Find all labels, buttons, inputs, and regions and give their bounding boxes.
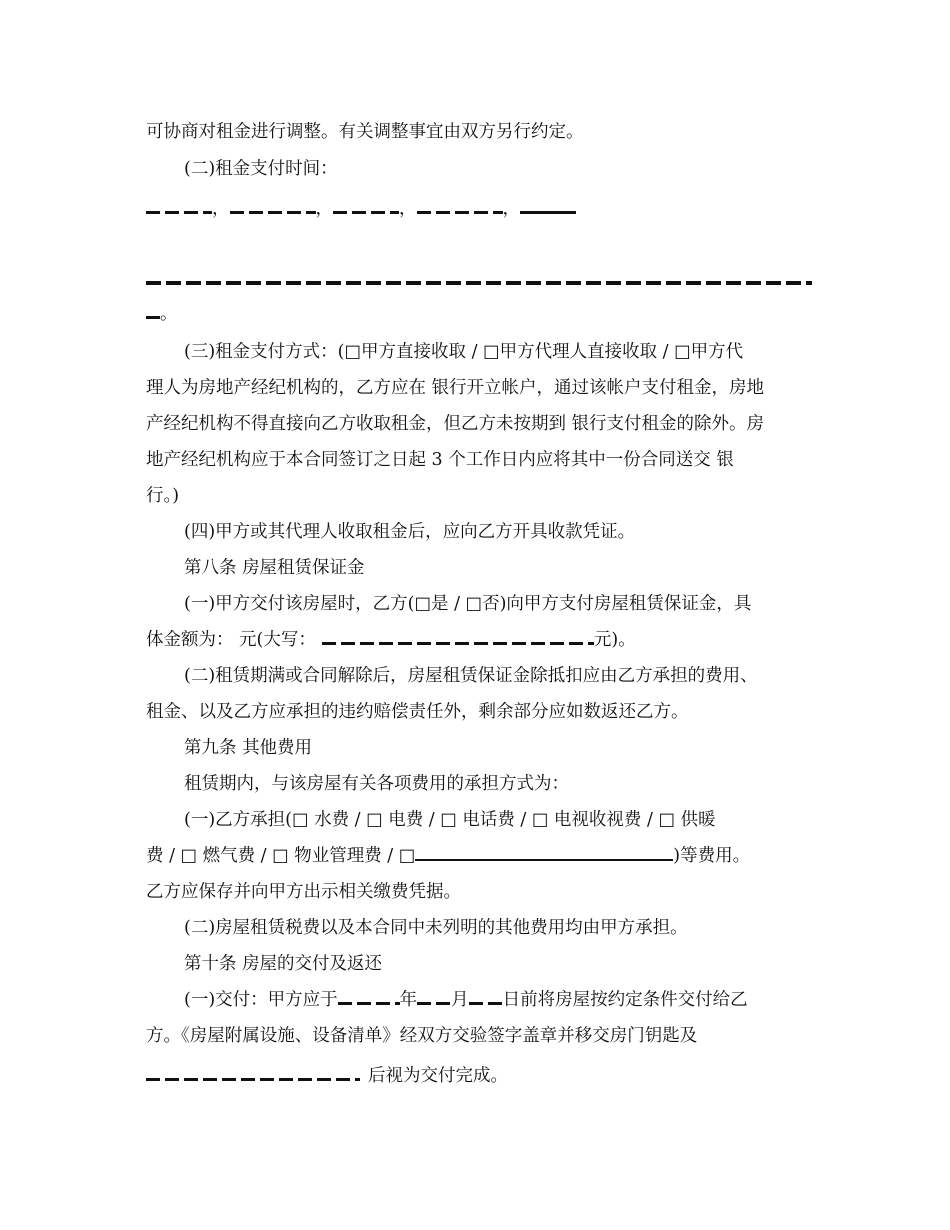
section-heading-10: 第十条 房屋的交付及返还	[184, 954, 383, 974]
blank-field	[146, 211, 212, 214]
blank-field	[322, 642, 594, 645]
paragraph-line: (一)乙方承担(□ 水费 / □ 电费 / □ 电话费 / □ 电视收视费 / □ 供暖	[184, 810, 716, 830]
text: 日前将房屋按约定条件交付给乙	[502, 990, 748, 1010]
paragraph-line: 乙方应保存并向甲方出示相关缴费凭据。	[146, 882, 461, 902]
long-blank-line	[146, 281, 812, 285]
section-heading-8: 第八条 房屋租赁保证金	[184, 558, 365, 578]
text: 元)。	[593, 630, 636, 650]
paragraph-line: (四)甲方或其代理人收取租金后，应向乙方开具收款凭证。	[184, 522, 636, 542]
blank-field	[338, 1002, 400, 1005]
blank-field	[146, 316, 160, 319]
delivery-complete-line	[146, 1065, 508, 1087]
deposit-amount-line	[146, 629, 636, 651]
blank-field	[417, 211, 503, 214]
delivery-date-line	[184, 989, 748, 1011]
paragraph-line: (二)租赁期满或合同解除后，房屋租赁保证金除抵扣应由乙方承担的费用、	[184, 666, 758, 686]
paragraph-line: 产经纪机构不得直接向乙方收取租金，但乙方未按期到 银行支付租金的除外。房	[146, 414, 765, 434]
paragraph-line: 租金、以及乙方应承担的违约赔偿责任外，剩余部分应如数返还乙方。	[146, 702, 689, 722]
separator: ，	[212, 199, 230, 219]
text: 月	[451, 990, 469, 1010]
blank-field	[469, 1002, 503, 1005]
paragraph-line: 行。)	[146, 486, 180, 506]
blank-field	[415, 859, 673, 861]
text: 体金额为： 元(大写：	[146, 630, 316, 650]
paragraph-line: (三)租金支付方式：(□甲方直接收取 / □甲方代理人直接收取 / □甲方代	[184, 342, 744, 362]
period: 。	[160, 304, 178, 324]
blank-field	[333, 211, 399, 214]
section-heading-9: 第九条 其他费用	[184, 738, 313, 758]
text: (一)交付：甲方应于	[184, 990, 338, 1010]
paragraph-line: 理人为房地产经纪机构的，乙方应在 银行开立帐户，通过该帐户支付租金，房地	[146, 378, 765, 398]
separator: ，	[315, 199, 333, 219]
paragraph-line: (二)房屋租赁税费以及本合同中未列明的其他费用均由甲方承担。	[184, 918, 688, 938]
paragraph-line: 可协商对租金进行调整。有关调整事宜由双方另行约定。	[146, 122, 584, 142]
text: )等费用。	[673, 846, 751, 866]
text: 年	[399, 990, 418, 1010]
paragraph-line: 地产经纪机构应于本合同签订之日起 3 个工作日内应将其中一份合同送交 银	[146, 450, 734, 470]
payment-time-blanks	[146, 198, 576, 220]
separator: ，	[399, 199, 417, 219]
fees-line	[146, 845, 750, 867]
text: 后视为交付完成。	[368, 1066, 508, 1086]
paragraph-line: 租赁期内，与该房屋有关各项费用的承担方式为：	[184, 774, 569, 794]
rent-payment-time-heading: (二)租金支付时间：	[184, 159, 338, 179]
text: 费 / □ 燃气费 / □ 物业管理费 / □	[146, 846, 416, 866]
blank-field	[230, 211, 316, 214]
blank-field	[417, 1002, 451, 1005]
paragraph-line: 方。《房屋附属设施、设备清单》经双方交验签字盖章并移交房门钥匙及	[146, 1026, 698, 1046]
blank-field	[520, 211, 576, 214]
paragraph-line: (一)甲方交付该房屋时，乙方(□是 / □否)向甲方支付房屋租赁保证金，具	[184, 594, 752, 614]
blank-field	[146, 1078, 360, 1081]
long-blank-end	[146, 303, 178, 325]
separator: ，	[502, 199, 520, 219]
